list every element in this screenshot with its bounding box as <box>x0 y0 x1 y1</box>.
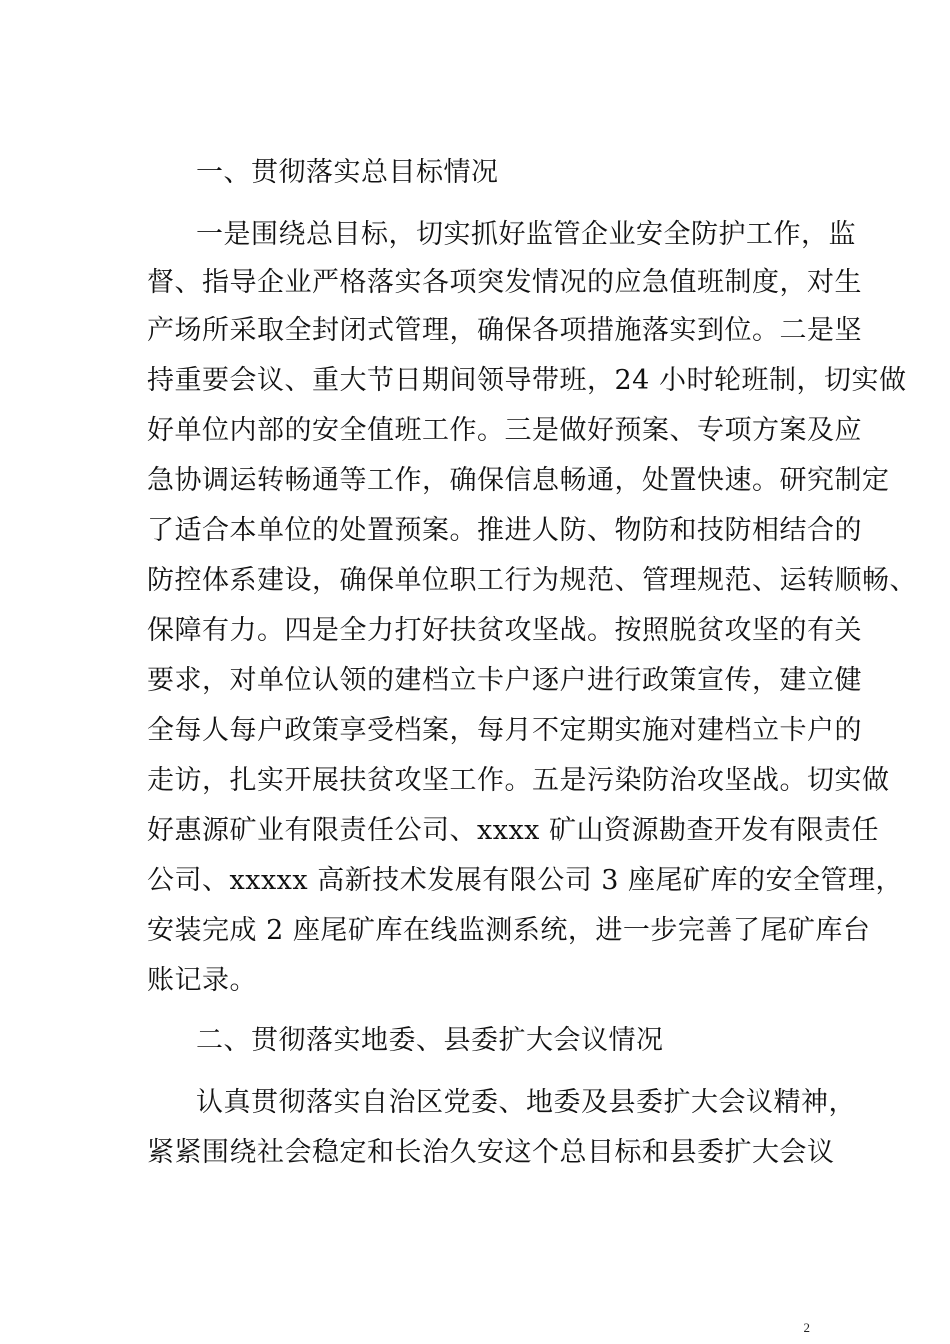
paragraph-1-line-15: 安装完成 2 座尾矿库在线监测系统，进一步完善了尾矿库台 <box>147 915 871 946</box>
paragraph-1-line-13: 好惠源矿业有限责任公司、xxxx 矿山资源勘查开发有限责任 <box>147 815 879 846</box>
paragraph-1-line-7: 了适合本单位的处置预案。推进人防、物防和技防相结合的 <box>147 515 862 546</box>
paragraph-1-line-6: 急协调运转畅通等工作，确保信息畅通，处置快速。研究制定 <box>147 465 890 496</box>
paragraph-1-line-9: 保障有力。四是全力打好扶贫攻坚战。按照脱贫攻坚的有关 <box>147 615 862 646</box>
paragraph-2-line-2: 紧紧围绕社会稳定和长治久安这个总目标和县委扩大会议 <box>147 1137 835 1168</box>
paragraph-1-line-5: 好单位内部的安全值班工作。三是做好预案、专项方案及应 <box>147 415 862 446</box>
paragraph-1-line-10: 要求，对单位认领的建档立卡户逐户进行政策宣传，建立健 <box>147 665 862 696</box>
section-heading-2: 二、贯彻落实地委、县委扩大会议情况 <box>196 1025 664 1056</box>
paragraph-1-line-2: 督、指导企业严格落实各项突发情况的应急值班制度，对生 <box>147 267 862 298</box>
paragraph-1-line-11: 全每人每户政策享受档案，每月不定期实施对建档立卡户的 <box>147 715 862 746</box>
paragraph-1-line-14: 公司、xxxxx 高新技术发展有限公司 3 座尾矿库的安全管理， <box>147 865 904 896</box>
paragraph-1-line-16: 账记录。 <box>147 965 257 996</box>
paragraph-1-line-1: 一是围绕总目标，切实抓好监管企业安全防护工作，监 <box>196 219 856 250</box>
page-number: 2 <box>803 1320 810 1335</box>
paragraph-1-line-4: 持重要会议、重大节日期间领导带班，24 小时轮班制，切实做 <box>147 365 907 396</box>
paragraph-1-line-8: 防控体系建设，确保单位职工行为规范、管理规范、运转顺畅、 <box>147 565 917 596</box>
paragraph-1-line-3: 产场所采取全封闭式管理，确保各项措施落实到位。二是坚 <box>147 315 862 346</box>
paragraph-2-line-1: 认真贯彻落实自治区党委、地委及县委扩大会议精神， <box>196 1087 856 1118</box>
paragraph-1-line-12: 走访，扎实开展扶贫攻坚工作。五是污染防治攻坚战。切实做 <box>147 765 890 796</box>
section-heading-1: 一、贯彻落实总目标情况 <box>196 157 499 188</box>
